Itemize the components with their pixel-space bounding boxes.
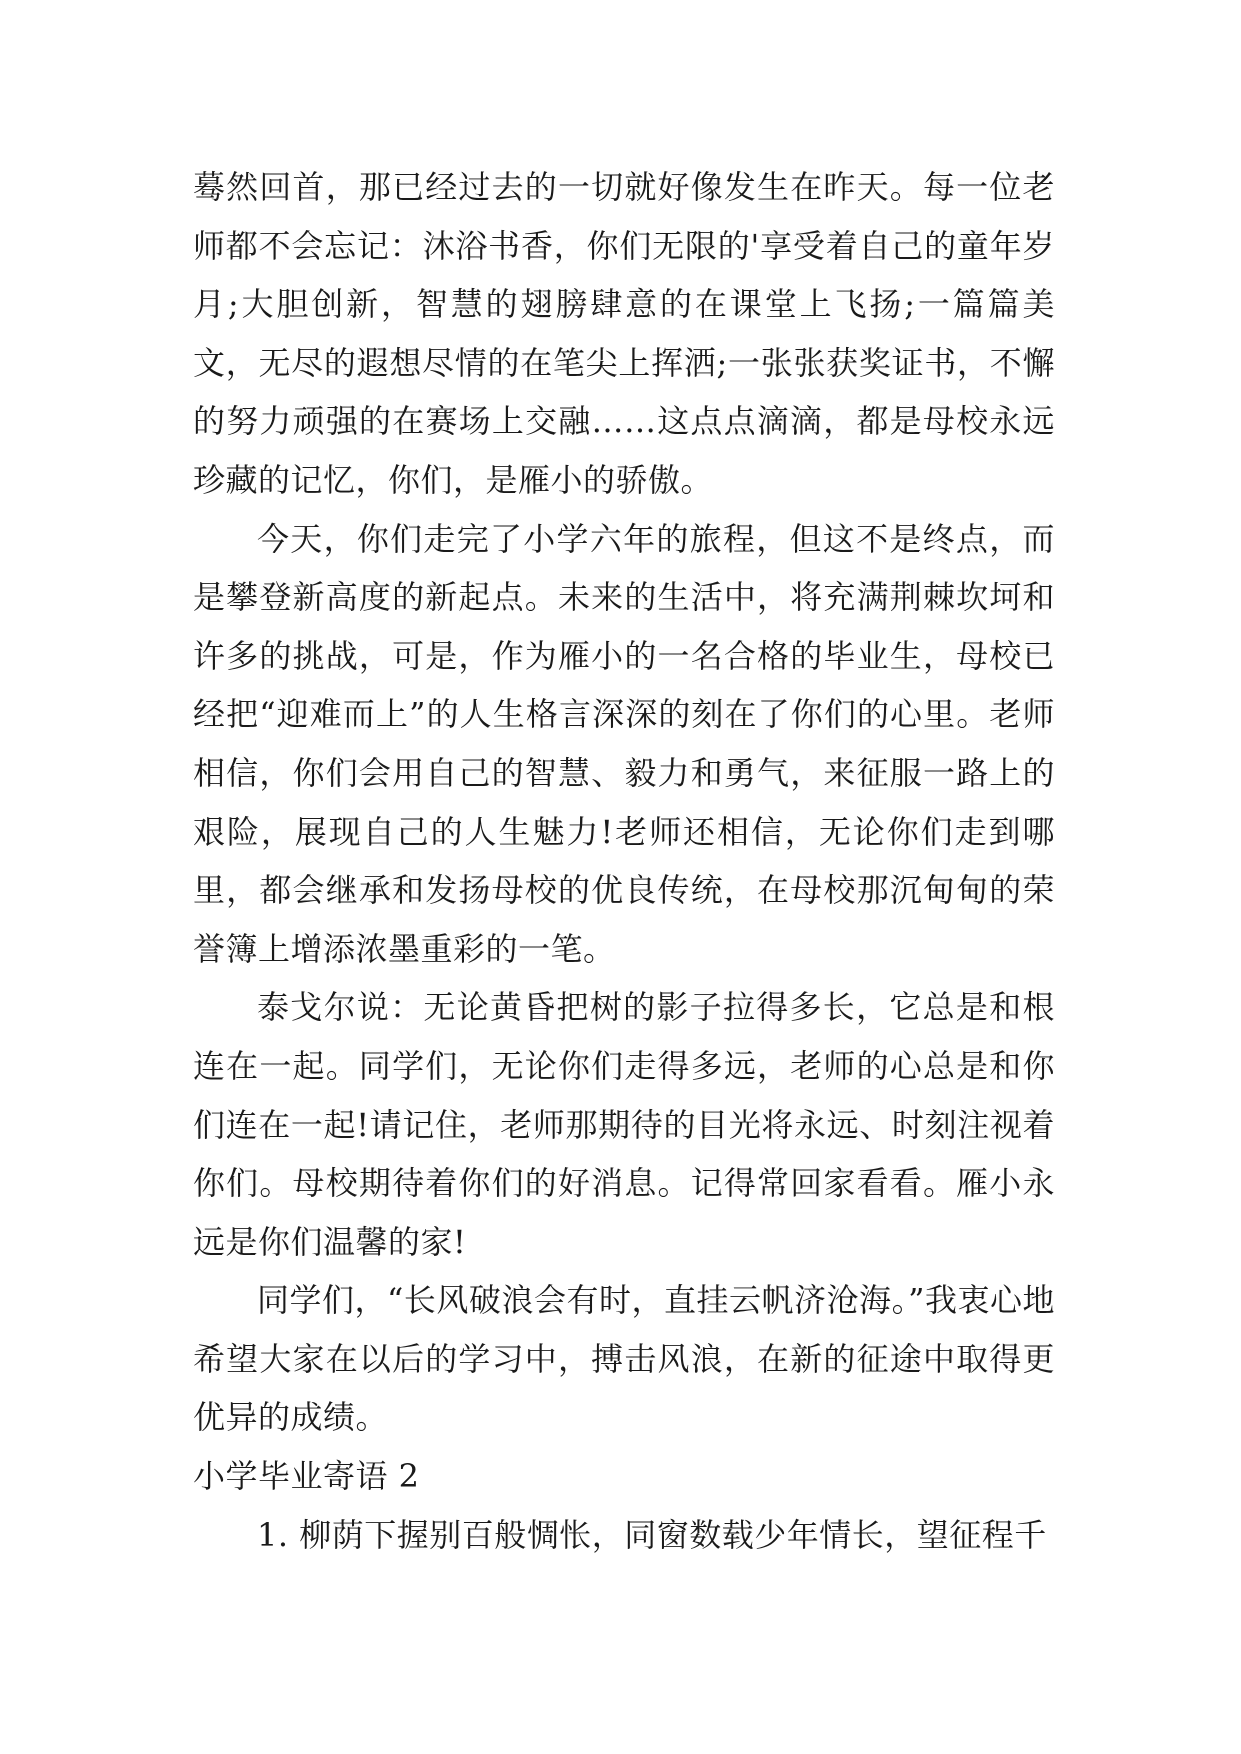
document-body xyxy=(193,158,1055,1564)
paragraph-journey: 今天，你们走完了小学六年的旅程，但这不是终点，而是攀登新高度的新起点。未来的生活中，将充满荆棘坎坷和许多的挑战，可是，作为雁小的一名合格的毕业生，母校已经把“迎难而上”的人生格言深深的刻在了你们的心里。老师相信，你们会用自己的智慧、毅力和勇气，来征服一路上的艰险，展现自己的人生魅力!老师还相信，无论你们走到哪里，都会继承和发扬母校的优良传统，在母校那沉甸甸的荣誉簿上增添浓墨重彩的一笔。 xyxy=(193,519,1055,968)
paragraph-tagore: 泰戈尔说：无论黄昏把树的影子拉得多长，它总是和根连在一起。同学们，无论你们走得多远，老师的心总是和你们连在一起!请记住，老师那期待的目光将永远、时刻注视着你们。母校期待着你们的好消息。记得常回家看看。雁小永远是你们温馨的家! xyxy=(193,988,1055,1261)
section-heading: 小学毕业寄语 2 xyxy=(193,1457,420,1496)
list-item: 1. 柳荫下握别百般惆怅，同窗数载少年情长，望征程千 xyxy=(257,1515,1047,1554)
paragraph-wishes: 同学们，“长风破浪会有时，直挂云帆济沧海。”我衷心地希望大家在以后的学习中，搏击风浪，在新的征途中取得更优异的成绩。 xyxy=(193,1281,1055,1437)
paragraph-memories: 蓦然回首，那已经过去的一切就好像发生在昨天。每一位老师都不会忘记：沐浴书香，你们无限的'享受着自己的童年岁月;大胆创新，智慧的翅膀肆意的在课堂上飞扬;一篇篇美文，无尽的遐想尽情的在笔尖上挥洒;一张张获奖证书，不懈的努力顽强的在赛场上交融……这点点滴滴，都是母校永远珍藏的记忆，你们，是雁小的骄傲。 xyxy=(193,168,1055,499)
